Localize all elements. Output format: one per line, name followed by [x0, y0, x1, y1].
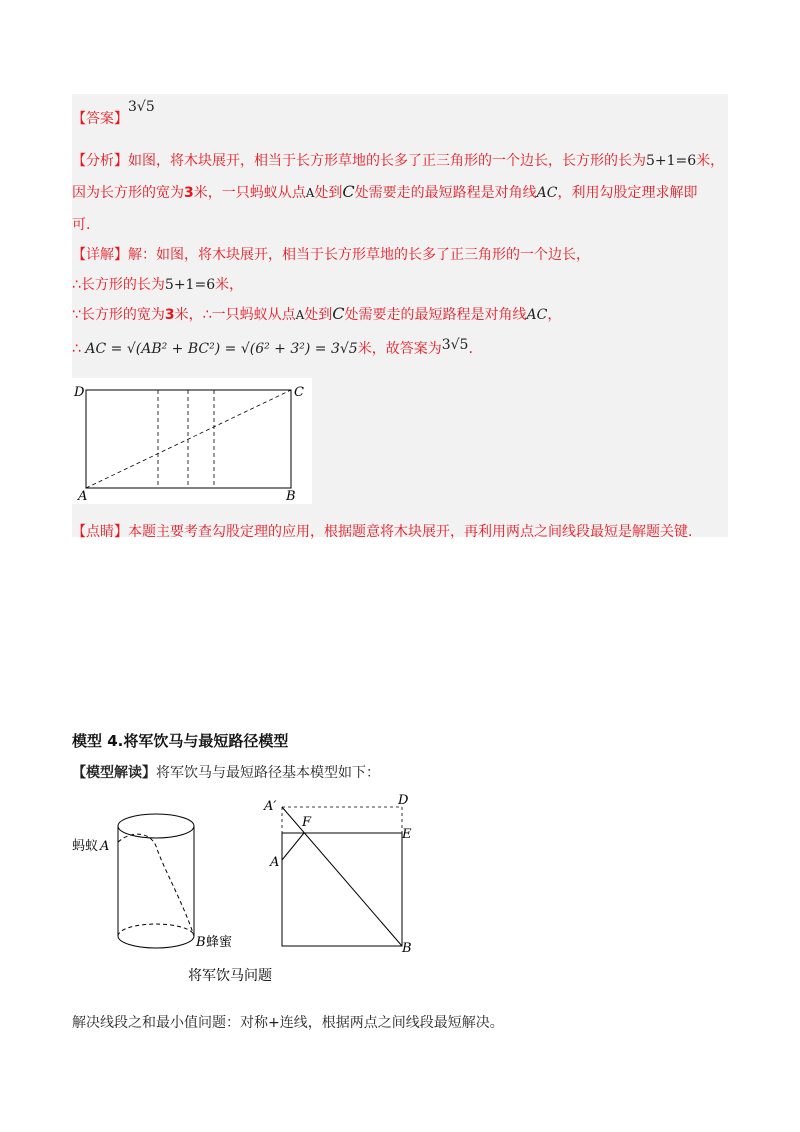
comment-text: 本题主要考查勾股定理的应用，根据题意将木块展开，再利用两点之间线段最短是解题关键. — [128, 524, 693, 540]
analysis-ac: AC — [536, 185, 558, 201]
square-outline — [282, 833, 402, 946]
detail-tag: 【详解】 — [72, 247, 128, 263]
detail-point-a: A — [295, 308, 305, 322]
cylinder-point-b: B — [196, 935, 206, 950]
detail-text-1: 解：如图，将木块展开，相当于长方形草地的长多了正三角形的一个边长， — [128, 247, 590, 263]
analysis-tag: 【分析】 — [72, 153, 128, 169]
cylinder-bottom-back — [118, 924, 194, 936]
label-c: C — [294, 385, 304, 400]
analysis-text-2e: ，利用勾股定理求解即 — [557, 185, 698, 201]
detail-text-4c: . — [468, 341, 473, 357]
point-d: D — [398, 793, 409, 808]
label-a: A — [78, 489, 88, 504]
honey-label: 蜂蜜 — [206, 935, 233, 950]
ant-path — [118, 834, 194, 936]
detail-line-3 — [72, 304, 561, 324]
detail-line-4 — [72, 338, 473, 358]
comment-line — [72, 521, 692, 541]
detail-text-3e: ， — [547, 307, 562, 323]
analysis-line-1 — [72, 150, 724, 170]
point-a: A — [270, 855, 280, 870]
detail-ac: AC — [526, 307, 548, 323]
point-a-prime: A′ — [264, 799, 277, 814]
detail-line-1 — [72, 244, 590, 264]
answer-value: 3√5 — [128, 99, 155, 115]
model-intro — [72, 762, 380, 782]
model-title: 模型 4.将军饮马与最短路径模型 — [72, 732, 289, 750]
detail-width-value: 3 — [164, 307, 175, 323]
analysis-line-2 — [72, 182, 698, 202]
point-f: F — [302, 815, 312, 830]
analysis-text-1a: 如图，将木块展开，相当于长方形草地的长多了正三角形的一个边长，长方形的长为 — [128, 153, 646, 169]
detail-text-4b: 米，故答案为 — [357, 341, 442, 357]
analysis-point-a: A — [305, 186, 315, 200]
detail-formula: AC = √(AB² + BC²) = √(6² + 3²) = 3√5 — [85, 341, 358, 357]
line-a-prime-b — [282, 807, 402, 946]
label-b: B — [286, 489, 296, 504]
analysis-text-2d: 处需要走的最短路程是对角线 — [354, 185, 537, 201]
label-d: D — [74, 385, 85, 400]
detail-text-2b: 米， — [215, 277, 244, 293]
detail-text-3a: ∵长方形的宽为 — [72, 307, 165, 323]
cylinder-point-a: A — [100, 839, 110, 854]
therefore-symbol: ∴ — [72, 341, 81, 357]
analysis-point-c: C — [342, 182, 355, 201]
line-a-f — [282, 833, 304, 860]
analysis-text-2c: 处到 — [314, 185, 343, 201]
answer-tag: 【答案】 — [72, 111, 128, 127]
detail-text-3c: 处到 — [304, 307, 333, 323]
detail-final-value: 3√5 — [441, 337, 469, 353]
figure-caption: 将军饮马问题 — [188, 968, 272, 984]
detail-line-2 — [72, 274, 243, 294]
unfolded-rectangle-figure — [72, 378, 312, 504]
analysis-text-2a: 因为长方形的宽为 — [72, 185, 184, 201]
analysis-text-3: 可. — [72, 217, 91, 233]
model-summary: 解决线段之和最小值问题：对称+连线，根据两点之间线段最短解决。 — [72, 1015, 504, 1031]
comment-tag: 【点睛】 — [72, 524, 128, 540]
analysis-width-value: 3 — [184, 185, 194, 201]
cylinder-top — [118, 814, 194, 838]
detail-text-3d: 处需要走的最短路程是对角线 — [344, 307, 527, 323]
point-e: E — [402, 827, 412, 842]
cylinder-bottom-front — [118, 936, 194, 948]
detail-math-2: 5+1=6 — [164, 277, 216, 293]
ant-label: 蚂蚁 — [72, 839, 99, 854]
general-horse-figure — [72, 790, 452, 995]
analysis-text-2b: 米，一只蚂蚁从点 — [193, 185, 306, 201]
model-intro-tag: 【模型解读】 — [72, 765, 156, 781]
model-intro-text: 将军饮马与最短路径基本模型如下： — [156, 765, 380, 781]
detail-point-c: C — [332, 304, 345, 323]
detail-text-2a: ∴长方形的长为 — [72, 277, 165, 293]
analysis-math-1: 5+1=6 — [646, 153, 697, 169]
analysis-line-3 — [72, 214, 90, 234]
analysis-text-1b: 米， — [696, 153, 725, 169]
point-b: B — [402, 941, 412, 956]
answer-line — [72, 99, 155, 128]
detail-text-3b: 米，∴一只蚂蚁从点 — [174, 307, 296, 323]
